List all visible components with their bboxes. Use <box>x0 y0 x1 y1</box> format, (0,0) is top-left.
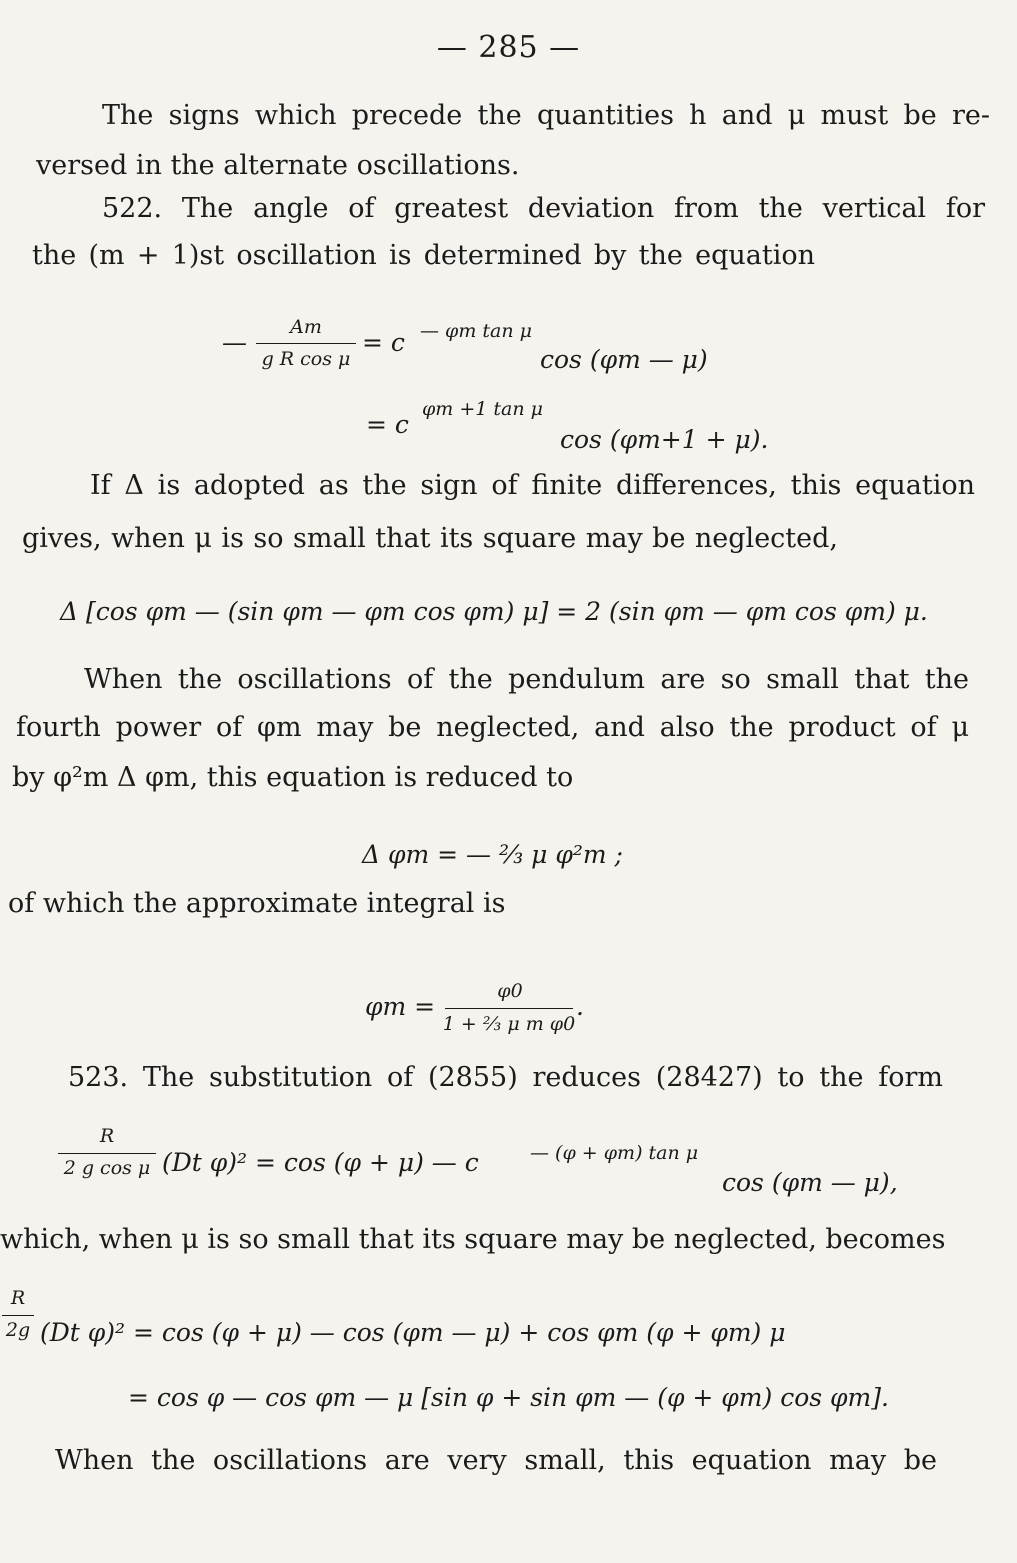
exponent: — (φ + φm) tan μ <box>530 1142 699 1164</box>
text-line: gives, when μ is so small that its square may be neglected, <box>22 523 838 554</box>
text-line: by φ²m Δ φm, this equation is reduced to <box>12 762 574 793</box>
equation-dot: . <box>576 992 584 1021</box>
section-523-line: 523. The substitution of (2855) reduces (28427) to the form <box>68 1062 943 1093</box>
text-line: fourth power of φm may be neglected, and also the product of μ <box>16 712 969 743</box>
fraction-denominator: 1 + ⅔ μ m φ0 <box>442 1013 576 1035</box>
text-line: which, when μ is so small that its square may be neglected, becomes <box>0 1224 946 1255</box>
equation-finite-difference: Δ [cos φm — (sin φm — φm cos φm) μ] = 2 (sin φm — φm cos φm) μ. <box>60 597 928 626</box>
fraction-bar <box>58 1153 156 1154</box>
fraction-denominator: g R cos μ <box>261 348 351 370</box>
fraction-denominator: 2g <box>5 1319 31 1341</box>
text-line: When the oscillations are very small, this equation may be <box>55 1445 937 1476</box>
equation-part: = c <box>366 410 409 439</box>
equation-minus: — <box>222 328 247 357</box>
text-line: the (m + 1)st oscillation is determined by the equation <box>32 240 815 271</box>
equation-line: = cos φ — cos φm — μ [sin φ + sin φm — (φ + φm) cos φm]. <box>128 1383 889 1412</box>
text-line: versed in the alternate oscillations. <box>36 150 520 181</box>
page-number: — 285 — <box>436 30 581 65</box>
equation-part: cos (φm — μ) <box>540 345 708 374</box>
fraction-numerator: R <box>99 1125 115 1147</box>
fraction-bar <box>2 1315 34 1316</box>
equation-part: φm = <box>365 992 436 1021</box>
equation-part: = c <box>362 328 405 357</box>
equation-reduced: Δ φm = — ⅔ μ φ²m ; <box>362 840 623 869</box>
fraction-numerator: Am <box>290 316 322 338</box>
fraction-bar <box>256 343 356 344</box>
equation-line: (Dt φ)² = cos (φ + μ) — cos (φm — μ) + cos φm (φ + φm) μ <box>40 1318 786 1347</box>
section-522-line: 522. The angle of greatest deviation from the vertical for <box>102 193 985 224</box>
exponent: φm +1 tan μ <box>422 398 543 420</box>
text-line: If Δ is adopted as the sign of finite differences, this equation <box>90 470 975 501</box>
text-line: When the oscillations of the pendulum are so small that the <box>84 664 969 695</box>
fraction-numerator: R <box>10 1287 26 1309</box>
fraction-numerator: φ0 <box>497 980 523 1002</box>
equation-part: cos (φm+1 + μ). <box>560 425 769 454</box>
exponent: — φm tan μ <box>420 320 532 342</box>
fraction-denominator: 2 g cos μ <box>63 1157 151 1179</box>
fraction-bar <box>445 1008 573 1009</box>
equation-part: (Dt φ)² = cos (φ + μ) — c <box>162 1148 479 1177</box>
text-line: The signs which precede the quantities h and μ must be re- <box>102 100 990 131</box>
equation-part: cos (φm — μ), <box>722 1168 898 1197</box>
text-line: of which the approximate integral is <box>8 888 506 919</box>
